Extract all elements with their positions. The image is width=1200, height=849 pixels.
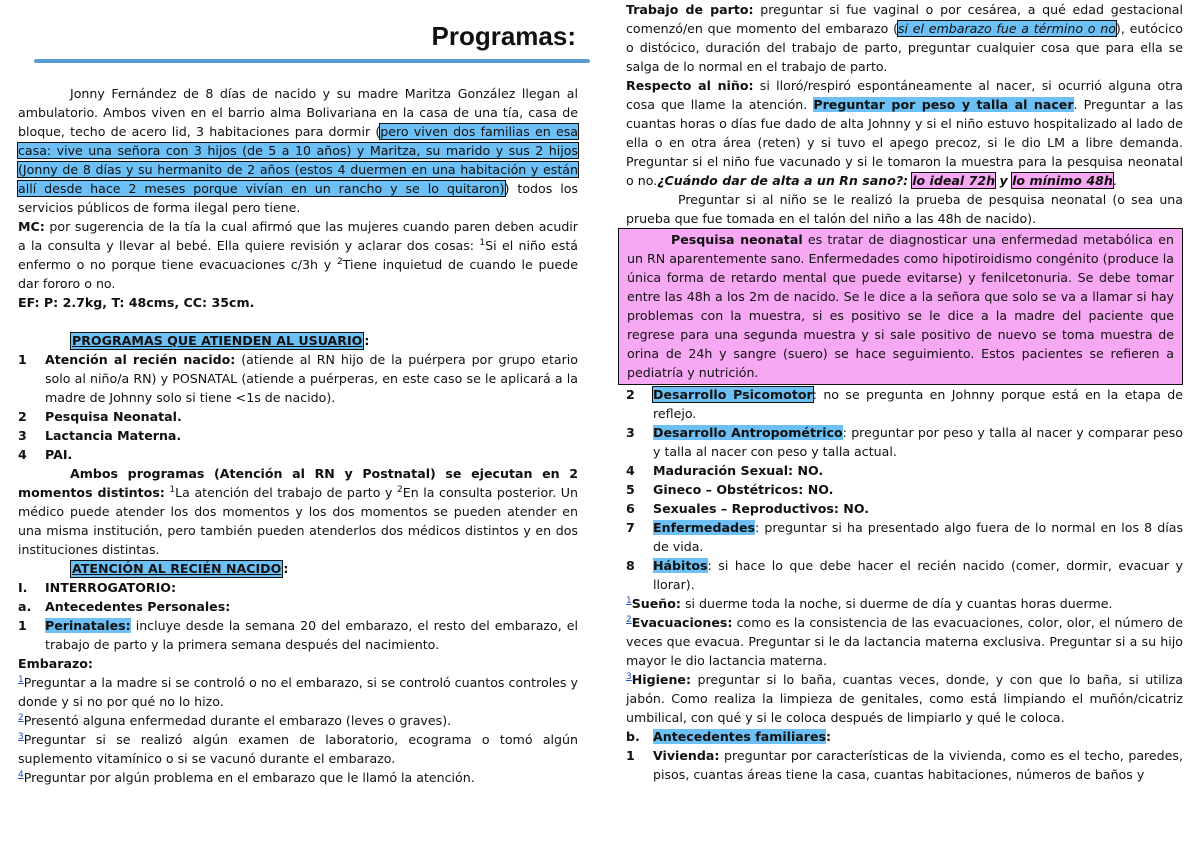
respecto-nino-paragraph: Respecto al niño: si lloró/respiró espontáneamente al nacer, si ocurrió alguna otra cosa que llame la atención. Preguntar por peso y talla al nacer. Preguntar a las cuantas horas o días fue dado de alta Johnny y si el niño estuvo hospitalizado al lado de ella o en otra área (reten) y si tuvo el apego precoz, si le dio LM a libre demanda. Preguntar si el niño fue vacunado y si le tomaron la muestra para la pesquisa neonatal o no.¿Cuándo dar de alta a un Rn sano?: lo ideal 72h y lo mínimo 48h. <box>626 78 1184 188</box>
embarazo-item: $^1$Preguntar a la madre si se controló o no el embarazo, si se controló cuantos controles y donde y si no por qué no lo hizo. <box>18 674 578 709</box>
antecedente-item: 3 Desarrollo Antropométrico: preguntar por peso y talla al nacer y comparar peso y talla al nacer con peso y talla actual. <box>626 425 1184 459</box>
antecedente-item: 2 Desarrollo Psicomotor: no se pregunta en Johnny porque está en la etapa de reflejo. <box>626 387 1183 421</box>
antecedente-item: 7 Enfermedades: preguntar si ha presentado algo fuera de lo normal en los 8 días de vida. <box>626 520 1183 554</box>
habit-item: $^1$Sueño: si duerme toda la noche, si duerme de día y cuantas horas duerme. <box>626 595 1113 611</box>
intro-paragraph: Jonny Fernández de 8 días de nacido y su madre Maritza González llegan al ambulatorio. Ambos viven en el barrio alma Bolivariana en la casa de una tía, casa de bloque, techo de acero lid, 3 habitaciones para dormir (pero viven dos familias en esa casa: vive una señora con 3 hijos (de 5 a 10 años) y Maritza, su marido y sus 2 hijos (Jonny de 8 días y su hermanito de 2 años (estos 4 duermen en una habitación y están allí desde hace 2 meses porque vivían en un rancho y se lo quitaron)) todos los servicios públicos de forma ilegal pero tiene. <box>18 86 578 215</box>
pesquisa-neonatal-box: Pesquisa neonatal es tratar de diagnosticar una enfermedad metabólica en un RN aparentemente sano. Enfermedades como hipotiroidismo congénito (produce la única forma de retardo mental que puede evitarse) y fenilcetonuria. Se debe tomar entre las 48h a los 2m de nacido. Se le dice a la señora que solo se va a llamar si hay problemas con la muestra, si es positivo se le dice a la madre del paciente que regrese para una segunda muestra y si sale positivo de nuevo se toma muestra de orina de 24h y sangre (suero) se hace seguimiento. Estos pacientes se refieren a pediatría y nutrición. <box>618 228 1183 385</box>
perinatales-item: 1 Perinatales: incluye desde la semana 20 del embarazo, el resto del embarazo, el trabajo de parto y la primera semana después del nacimiento. <box>18 618 578 652</box>
page-title: Programas: <box>431 21 576 51</box>
antecedente-item: 8 Hábitos: si hace lo que debe hacer el recién nacido (comer, dormir, evacuar y llorar). <box>626 558 1183 592</box>
alta-ideal-highlight: lo ideal 72h <box>912 173 996 188</box>
program-item: 4 PAI. <box>18 447 73 462</box>
antecedentes-heading: a. Antecedentes Personales: <box>18 599 231 614</box>
embarazo-item: $^4$Preguntar por algún problema en el embarazo que le llamó la atención. <box>18 769 475 785</box>
program-item: 2 Pesquisa Neonatal. <box>18 409 182 424</box>
familiares-heading: b. Antecedentes familiares: <box>626 729 832 744</box>
pesquisa-question: Preguntar si al niño se le realizó la prueba de pesquisa neonatal (o sea una prueba que fue tomada en el talón del niño a las 48h de nacido). <box>626 192 1183 226</box>
both-programs-paragraph: Ambos programas (Atención al RN y Postnatal) se ejecutan en 2 momentos distintos: $^1$La atención del trabajo de parto y $^2$En la consulta posterior. Un médico puede atender los dos momentos y los dos momentos se pueden atender en una misma institución, pero también pueden atenderlos dos médicos distintos y en dos instituciones distintas. <box>18 466 578 557</box>
habit-item: $^2$Evacuaciones: como es la consistencia de las evacuaciones, color, olor, el número de veces que evacua. Preguntar si le da lactancia materna exclusiva. Preguntar si a su hijo mayor le dio lactancia materna. <box>626 614 1183 668</box>
trabajo-parto-paragraph: Trabajo de parto: preguntar si fue vaginal o por cesárea, a qué edad gestacional comenzó/en que momento del embarazo (si el embarazo fue a término o no), eutócico o distócico, duración del trabajo de parto, preguntar cualquier cosa que para ella se salga de lo normal en el trabajo de parto. <box>626 2 1184 74</box>
habit-item: $^3$Higiene: preguntar si lo baña, cuantas veces, donde, y con que lo baña, si utiliza jabón. Como realiza la limpieza de genitales, como está limpiando el muñón/cicatriz umbilical, con qué y si le coloca después de limpiarlo y qué le coloca. <box>626 671 1183 725</box>
mc-paragraph: MC: por sugerencia de la tía la cual afirmó que las mujeres cuando paren deben acudir a la consulta y llevar al bebé. Ella quiere revisión y aclarar dos cosas: $^1$Si el niño está enfermo o no porque tiene evacuaciones c/3h y $^2$Tiene inquietud de cuando le puede dar fororo o no. <box>18 219 578 291</box>
family-highlight: pero viven dos familias en esa casa: vive una señora con 3 hijos (de 5 a 10 años) y Maritza, su marido y sus 2 hijos (Jonny de 8 días y su hermanito de 2 años (estos 4 duermen en una habitación y están allí desde hace 2 meses porque vivían en un rancho y se lo quitaron) <box>18 124 578 196</box>
left-column <box>18 0 578 787</box>
antecedente-item: 4 Maduración Sexual: NO. <box>626 463 824 478</box>
embarazo-item: $^3$Preguntar si se realizó algún examen de laboratorio, ecograma o tomó algún suplemento vitamínico o si se vacunó durante el embarazo. <box>18 731 578 766</box>
program-item: 1 Atención al recién nacido: (atiende al RN hijo de la puérpera por grupo etario solo al niño/a RN) y POSNATAL (atiende a puérperas, en este caso se le aplicará a la madre de Johnny solo si tiene <1s de nacido). <box>18 352 579 405</box>
embarazo-label: Embarazo: <box>18 656 93 671</box>
ef-line: EF: P: 2.7kg, T: 48cms, CC: 35cm. <box>18 295 255 310</box>
rn-heading: ATENCIÓN AL RECIÉN NACIDO <box>72 561 282 576</box>
programs-heading: PROGRAMAS QUE ATIENDEN AL USUARIO <box>72 333 363 348</box>
programs-list <box>18 350 578 464</box>
termino-highlight: si el embarazo fue a término o no <box>897 21 1116 36</box>
programs-heading-line: PROGRAMAS QUE ATIENDEN AL USUARIO : <box>72 333 370 348</box>
right-column <box>626 0 1183 784</box>
title-underline <box>34 59 590 63</box>
interrogatorio-heading: I. INTERROGATORIO: <box>18 580 177 595</box>
antecedente-item: 5 Gineco – Obstétricos: NO. <box>626 482 834 497</box>
embarazo-item: $^2$Presentó alguna enfermedad durante el embarazo (leves o graves). <box>18 712 452 728</box>
antecedente-item: 6 Sexuales – Reproductivos: NO. <box>626 501 870 516</box>
alta-minimo-highlight: lo mínimo 48h <box>1012 173 1113 188</box>
vivienda-item: 1 Vivienda: preguntar por características de la vivienda, como es el techo, paredes, pisos, cuantas áreas tiene la casa, cuantas habitaciones, números de baños y <box>626 748 1183 782</box>
peso-talla-highlight: Preguntar por peso y talla al nacer <box>813 97 1074 112</box>
rn-heading-line: ATENCIÓN AL RECIÉN NACIDO : <box>72 561 289 576</box>
title-area <box>18 0 578 84</box>
program-item: 3 Lactancia Materna. <box>18 428 182 443</box>
